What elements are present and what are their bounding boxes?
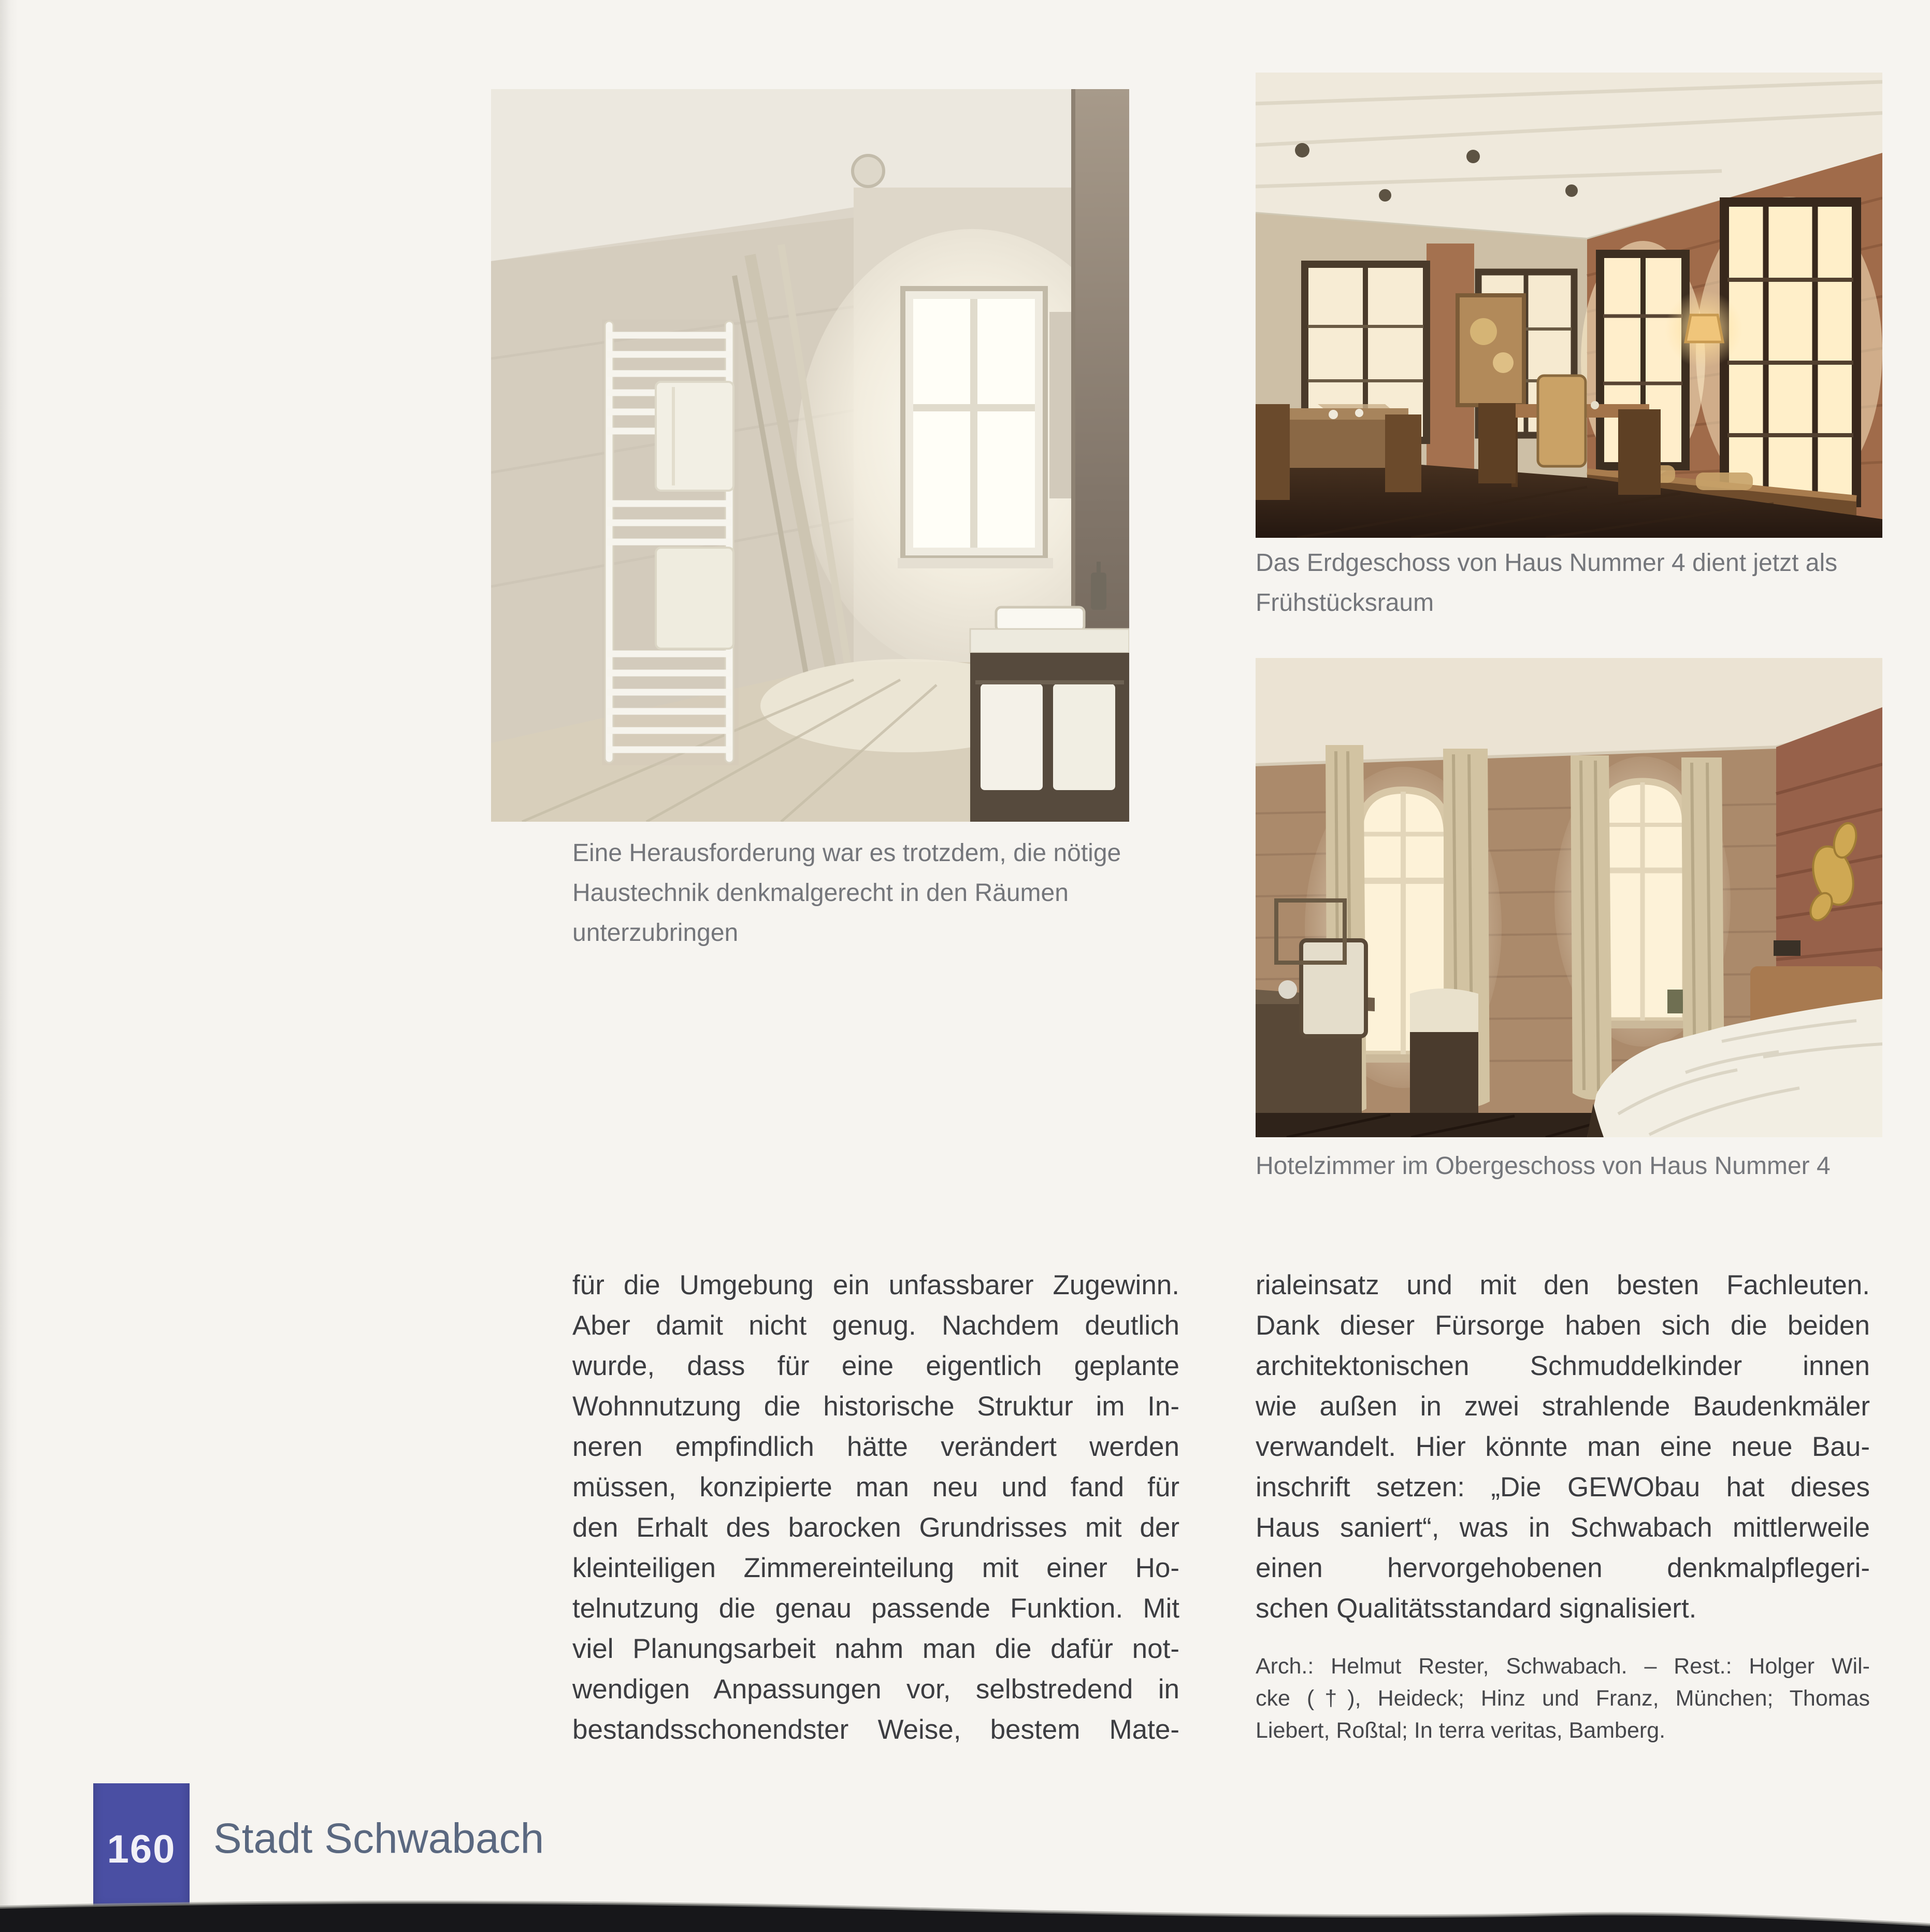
text-line: wie außen in zwei strahlende Baudenkmäler (1256, 1391, 1870, 1422)
text-line: Wohnnutzung die historische Struktur im In- (572, 1391, 1179, 1422)
caption-bathroom (572, 833, 1189, 953)
text-line: wurde, dass für eine eigentlich geplante (572, 1351, 1179, 1381)
text-line: einen hervorgehobenen denkmalpflegeri- (1256, 1553, 1870, 1583)
text-line: neren empfindlich hätte verändert werden (572, 1432, 1179, 1462)
text-line: Dank dieser Fürsorge haben sich die beiden (1256, 1310, 1870, 1341)
text-line: cke (†), Heideck; Hinz und Franz, München; Thomas (1256, 1686, 1870, 1711)
text-line: unterzubringen (572, 919, 739, 947)
text-line: Das Erdgeschoss von Haus Nummer 4 dient jetzt als (1256, 549, 1838, 577)
body-column-left (572, 1265, 1179, 1750)
text-line: Hotelzimmer im Obergeschoss von Haus Nummer 4 (1256, 1152, 1831, 1180)
text-line: bestandsschonendster Weise, bestem Mate- (572, 1714, 1179, 1745)
text-line: den Erhalt des barocken Grundrisses mit der (572, 1512, 1179, 1543)
page-number: 160 (107, 1827, 176, 1871)
text-line: schen Qualitätsstandard signalisiert. (1256, 1593, 1697, 1624)
breakfast-room-photo-illustration (1256, 73, 1882, 538)
page-bottom-edge (0, 1880, 1930, 1932)
hotel-room-photo-illustration (1256, 658, 1882, 1137)
page-edge-left (0, 0, 18, 1932)
photo-hotel-room (1256, 658, 1882, 1137)
text-line: telnutzung die genau passende Funktion. Mit (572, 1593, 1179, 1624)
text-line: Frühstücksraum (1256, 589, 1434, 617)
text-line: kleinteiligen Zimmereinteilung mit einer Ho- (572, 1553, 1179, 1583)
text-line: Aber damit nicht genug. Nachdem deutlich (572, 1310, 1179, 1341)
text-line: Haus saniert“, was in Schwabach mittlerweile (1256, 1512, 1870, 1543)
photo-breakfast-room (1256, 73, 1882, 538)
text-line: Liebert, Roßtal; In terra veritas, Bamberg. (1256, 1718, 1666, 1743)
text-line: Haustechnik denkmalgerecht in den Räumen (572, 879, 1069, 907)
text-line: wendigen Anpassungen vor, selbstredend in (572, 1674, 1179, 1705)
caption-hotel-room (1256, 1146, 1924, 1186)
text-line: müssen, konzipierte man neu und fand für (572, 1472, 1179, 1502)
text-line: Arch.: Helmut Rester, Schwabach. – Rest.: Holger Wil- (1256, 1654, 1870, 1679)
section-title: Stadt Schwabach (213, 1815, 544, 1862)
text-line: rialeinsatz und mit den besten Fachleuten. (1256, 1270, 1870, 1300)
photo-bathroom (491, 89, 1129, 822)
body-column-right (1256, 1265, 1870, 1629)
text-line: Eine Herausforderung war es trotzdem, die nötige (572, 839, 1121, 867)
text-line: architektonischen Schmuddelkinder innen (1256, 1351, 1870, 1381)
caption-breakfast-room (1256, 543, 1924, 623)
text-line: viel Planungsarbeit nahm man die dafür not- (572, 1634, 1179, 1664)
text-line: für die Umgebung ein unfassbarer Zugewinn. (572, 1270, 1179, 1300)
text-line: verwandelt. Hier könnte man eine neue Bau- (1256, 1432, 1870, 1462)
credits-architects (1256, 1650, 1870, 1747)
bathroom-photo-illustration (491, 89, 1129, 822)
text-line: inschrift setzen: „Die GEWObau hat dieses (1256, 1472, 1870, 1502)
